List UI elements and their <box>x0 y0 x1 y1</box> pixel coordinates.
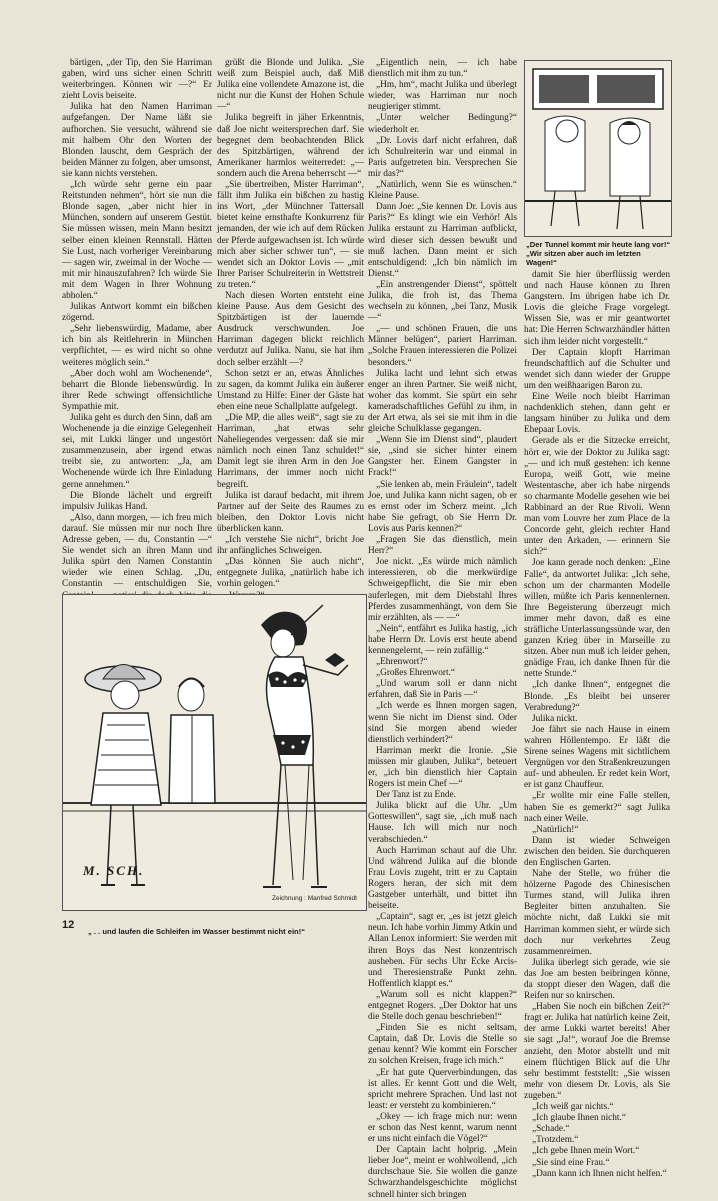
paragraph: Gerade als er die Sitzecke erreicht, hört er, wie der Doktor zu Julika sagt: „— und ich muß gestehen: ich kenne Europa, weiß Gott, wie meine Westentasche, aber ich habe nirgends so charmante Modelle gesehen wie bei Rabbinard an der Rue Rivoli. Wenn man vom Louvre her zum Place de la Concorde geht, gleich rechter Hand unter den Arkaden, — erinnern Sie sich?“ <box>524 436 670 558</box>
paragraph: „Dann kann ich Ihnen nicht helfen.“ <box>532 1168 667 1179</box>
paragraph: Julika überlegt sich gerade, wie sie das Joe am besten beibringen könne, da stoppt dieser den Wagen, daß die Reifen nur so knirschen. <box>524 957 670 1002</box>
caption-right: „Der Tunnel kommt mir heute lang vor!“ „Wir sitzen aber auch im letzten Wagen!“ <box>526 240 671 267</box>
paragraph: Julika ist darauf bedacht, mit ihrem Partner auf der Seite des Raumes zu bleiben, den Doktor Lovis nicht überblicken kann. <box>217 490 364 534</box>
paragraph: „Dr. Lovis darf nicht erfahren, daß ich Schulreiterin war und einmal in Paris aufgetreten bin. Versprechen Sie mir das?“ <box>368 135 517 179</box>
paragraph: „Die MP, die alles weiß“, sagt sie zu Harriman, „hat etwas sehr Naheliegendes vergessen: daß sie mir nämlich noch einen Tanz schuldet!“ Damit legt sie ihren Arm in den Joe Harrimans, der immer noch nicht begreift. <box>217 413 364 490</box>
paragraph: Eine Weile noch bleibt Harriman nachdenklich stehen, dann geht er langsam hinüber zu Julika und dem Ehepaar Lovis. <box>524 392 670 436</box>
paragraph: Nahe der Stelle, wo früher die hölzerne Pagode des Chinesischen Turmes stand, will Julika ihren Begleiter bitten anzuhalten. Sie möchte nicht, daß Lukki sie mit Harriman kommen sieht, er würde sich doch nur verkehrtes Zeug zusammenreimen. <box>524 869 670 957</box>
paragraph: „Ich würde sehr gerne ein paar Reitstunden nehmen“, hört sie nun die Blonde sagen, „aber nicht hier in München, sondern auf unserem Gestüt. Sie müssen wissen, mein Mann besitzt selber einen kleinen Rennstall. Hätten Sie Lust, nach vorheriger Vereinbarung — sagen wir, zweimal in der Woche — mit mir hinauszufahren? Ich würde Sie mit dem Wagen in Ihrer Wohnung abholen.“ <box>62 180 212 301</box>
paragraph: Der Tanz ist zu Ende. <box>376 790 456 801</box>
paragraph: „Ich weiß gar nichts.“ <box>532 1102 614 1113</box>
caption-left: „ . . und laufen die Schleifen im Wasser bestimmt nicht ein!“ <box>88 927 306 936</box>
paragraph: „Finden Sie es nicht seltsam, Captain, daß Dr. Lovis die Stelle so genau kennt? Wie kommt ein Forscher zu solchen Kreisen, frage ich mich.“ <box>368 1023 517 1067</box>
paragraph: „Also, dann morgen, — ich freu mich darauf. Sie müssen mir nur noch Ihre Adresse geben, — du, Constantin —“ Sie wendet sich an ihren Mann und Julika spürt den Namen Constantin wieder wie einen Schlag. „Du, Constantin — entschuldigen Sie, <box>62 512 212 590</box>
paragraph: „Ich werde es Ihnen morgen sagen, wenn Sie nicht im Dienst sind. Oder sind Sie morgen abend wieder dienstlich verhindert?“ <box>368 701 517 745</box>
paragraph: „Okey — ich frage mich nur: wenn er schon das Nest kennt, warum nennt er uns nicht einfach die Vögel?“ <box>368 1111 517 1145</box>
paragraph: Joe kann gerade noch denken: „Eine Falle“, da antwortet Julika: „Ich sehe, schon um der charmanten Modelle willen, müßte ich Paris kennenlernen. Ihre Begeisterung überzeugt mich immer mehr davon, daß es eine sträfliche Unterlassungssünde war, den ganzen Krieg über in Marseille zu sitzen. Aber nun muß ich leider gehen, gnädige Frau, ich danke Ihnen für die nette Stunde.“ <box>524 558 670 680</box>
paragraph: „Großes Ehrenwort.“ <box>376 668 455 679</box>
paragraph: Julika lacht und lehnt sich etwas enger an ihren Partner. Sie weiß nicht, woher das kommt. Sie spürt ein sehr kameradschaftliches Gefühl zu ihm, in der Art etwa, als sei sie mit ihm in die gleiche Schulklasse gegangen. <box>368 368 517 435</box>
paragraph: „Er hat gute Querverbindungen, das ist alles. Er kennt Gott und die Welt, spricht mehrere Sprachen. Und last not least: er versteht zu kombinieren.“ <box>368 1067 517 1111</box>
paragraph: „Ich glaube Ihnen nicht.“ <box>532 1113 626 1124</box>
paragraph: „Sie sind eine Frau.“ <box>532 1157 610 1168</box>
paragraph: „Wenn Sie im Dienst sind“, plaudert sie, „sind sie sicher hinter einem Gangster her. Einem Gangster in Frack!“ <box>368 435 517 479</box>
paragraph: Julikas Antwort kommt ein bißchen zögernd. <box>62 302 212 324</box>
paragraph: „Captain“, sagt er, „es ist jetzt gleich neun. Ich habe vorhin Jimmy Atkin und Allan Lenox informiert: Sie werden mit ihren Boys das Nest konzentrisch ausheben. Für sechs Uhr Ecke Arcis- und Theresienstraße Punkt zehn. Hoffentlich klappt es.“ <box>368 912 517 989</box>
paragraph: „Schade.“ <box>532 1124 570 1135</box>
artist-signature: M. SCH. <box>83 863 145 878</box>
paragraph: Joe nickt. „Es würde mich nämlich interessieren, ob die merkwürdige Schweigepflicht, die Sie mir eben auferlegen, mit dem Diebstahl Ihres Pferdes zusammenhängt, von dem Sie mir erzählten, als — —“ <box>368 557 517 623</box>
paragraph: „Er wollte mir eine Falle stellen, haben Sie es gemerkt?“ sagt Julika nach einer Weile. <box>524 791 670 824</box>
paragraph: Julika geht es durch den Sinn, daß am Wochenende ja die einzige Gelegenheit sei, mit Lukki länger und ungestört zusammenzusein, aber irgend etwas treibt sie, zu antworten: „Ja, am Wochenende würde ich Ihre Einladung gerne annehmen.“ <box>62 413 212 490</box>
paragraph: „Ich danke Ihnen“, entgegnet die Blonde. „Es bleibt bei unserer Verabredung?“ <box>524 680 670 713</box>
cartoon-illustration-swimsuit <box>62 594 367 911</box>
illustration-credit: Zeichnung : Manfred Schmidt <box>272 895 357 902</box>
paragraph: Joe fährt sie nach Hause in einem wahren Höllentempo. Er läßt die Sirene seines Wagens mit sichtlichem Vergnügen vor den Straßenkreuzungen auf- und abheulen. Er redet kein Wort, er ist ganz Chauffeur. <box>524 724 670 791</box>
paragraph: „Ehrenwort?“ <box>376 657 428 668</box>
paragraph: „Natürlich, wenn Sie es wünschen.“ Kleine Pause. <box>368 180 517 202</box>
paragraph: „Natürlich!“ <box>532 824 579 835</box>
paragraph: „— und schönen Frauen, die uns Männer belügen“, pariert Harriman. „Solche Frauen interessieren die Polizei besonders.“ <box>368 324 517 368</box>
paragraph: „Unter welcher Bedingung?“ wiederholt er. <box>368 113 517 135</box>
paragraph: „Eigentlich nein, — ich habe dienstlich mit ihm zu tun.“ <box>368 58 517 80</box>
paragraph: „Das können Sie auch nicht“, entgegnete Julika, „natürlich habe ich vorhin gelogen.“ <box>217 557 364 590</box>
paragraph: Julika nickt. <box>532 713 578 724</box>
cartoon-illustration-tunnel <box>524 60 672 237</box>
paragraph: „Sie übertreiben, Mister Harriman“, fällt ihm Julika ein bißchen zu hastig ins Wort, „der Münchner Tattersall bietet keine ernsthafte Konkurrenz für jemanden, der wie ich auf dem Rücken der Pferde aufgewachsen ist. Ich würde mich aber sicher schwer tun“, — sie wendet sich an Doktor Lovis — „mit Ihrer Pariser Schulreiterin in Wettstreit zu treten.“ <box>217 180 364 290</box>
paragraph: „Aber doch wohl am Wochenende“, beharrt die Blonde liebenswürdig. In ihrer Rede schwingt offensichtliche Sympathie mit. <box>62 368 212 412</box>
cartoon-drawing-tunnel <box>525 61 671 236</box>
paragraph: Julika begreift in jäher Erkenntnis, daß Joe nicht weitersprechen darf. Sie begegnet dem beobachtenden Blick des Spitzbärtigen, während der Amerikaner harmlos weiterredet: „— sondern auch die Arena beherrscht —“ <box>217 113 364 179</box>
paragraph: „Hm, hm“, macht Julika und überlegt wieder, was Harriman nur noch neugieriger stimmt. <box>368 80 517 113</box>
text-column-4 <box>524 270 670 1179</box>
paragraph: „Haben Sie noch ein bißchen Zeit?“ fragt er. Julika hat natürlich keine Zeit, der arme Lukki wartet bereits! Aber sie sagt „Ja!“, worauf Joe die Bremse anzieht, den Motor abstellt und mit einem flüchtigen Blick auf die Uhr sehr bestimmt feststellt: „Sie wissen mehr von diesem Dr. Lovis, als Sie zugeben.“ <box>524 1002 670 1101</box>
paragraph: Der Captain lacht holprig. „Mein lieber Joe“, meint er wohlwollend, „ich durchschaue Sie. Sie wollen die ganze Schwarzhandelsgeschichte möglichst schnell hinter sich bringen <box>368 1145 517 1200</box>
paragraph: „Trotzdem.“ <box>532 1135 579 1146</box>
paragraph: „Ich gebe Ihnen mein Wort.“ <box>532 1146 640 1157</box>
paragraph: Der Captain klopft Harriman freundschaftlich auf die Schulter und wendet sich dann wieder der Gruppe um den weißhaarigen Baron zu. <box>524 347 670 391</box>
paragraph: Julika blickt auf die Uhr. „Um Gotteswillen“, sagt sie, „ich muß nach Hause. Ich will mich nur noch verabschieden.“ <box>368 801 517 845</box>
paragraph: bärtigen, „der Tip, den Sie Harriman gaben, wird uns sicher einen Schritt weiterbringen. Können wir —?“ Er zieht Lovis beiseite. <box>62 58 212 102</box>
paragraph: Schon setzt er an, etwas Ähnliches zu sagen, da kommt Julika ein äußerer Umstand zu Hilfe: Einer der Gäste hat eben eine neue Schallplatte aufgelegt. <box>217 368 364 412</box>
paragraph: Auch Harriman schaut auf die Uhr. Und während Julika auf die blonde Frau Lovis zugeht, tritt er zu Captain Rogers heran, der sich mit dem Gastgeber unterhält, und bittet ihn beiseite. <box>368 845 517 912</box>
text-column-3 <box>368 58 517 1200</box>
paragraph: „Und warum soll er dann nicht erfahren, daß Sie in Paris —“ <box>368 679 517 701</box>
paragraph: „Ein anstrengender Dienst“, spöttelt Julika, die froh ist, das Thema wechseln zu können, „bei Tanz, Musik —“ <box>368 279 517 324</box>
paragraph: Die Blonde lächelt und ergreift impulsiv Julikas Hand. <box>62 490 212 512</box>
paragraph: „Sehr liebenswürdig, Madame, aber ich bin als Reitlehrerin in München verpflichtet, — es wird nicht so ohne weiteres möglich sein.“ <box>62 324 212 368</box>
paragraph: „Ich verstehe Sie nicht“, bricht Joe ihr anfängliches Schweigen. <box>217 535 364 557</box>
paragraph: „Warum soll es nicht klappen?“ entgegnet Rogers. „Der Doktor hat uns die Stelle doch genau beschrieben!“ <box>368 989 517 1023</box>
paragraph: Dann Joe: „Sie kennen Dr. Lovis aus Paris?“ Es klingt wie ein Verhör! Als Julika erstaunt zu Harriman aufblickt, wird dieser sich dessen bewußt und muß lachen. Dann meint er sich entschuldigend: „Ich bin nämlich im Dienst.“ <box>368 202 517 279</box>
paragraph: „Fragen Sie das dienstlich, mein Herr?“ <box>368 535 517 557</box>
paragraph: damit Sie hier überflüssig werden und nach Hause können zu Ihren Gangstern. Im übrigen habe ich Dr. Lovis die gleiche Frage vorgelegt. Wissen Sie, was er mir geantwortet hat: Die Herren Schwarzhändler hätten sich ihm leider nicht vorgestellt.“ <box>524 270 670 347</box>
text-column-2 <box>217 58 364 588</box>
paragraph: Julika hat den Namen Harriman aufgefangen. Der Name läßt sie aufhorchen. Sie versucht, während sie mit halbem Ohr den Worten der Blonden lauscht, dem Gespräch der beiden Männer zu folgen, aber umsonst, sie kann nichts verstehen. <box>62 102 212 179</box>
text-column-1 <box>62 58 212 588</box>
paragraph: grüßt die Blonde und Julika. „Sie weiß zum Beispiel auch, daß Miß Julika eine vollendete Amazone ist, die nicht nur die Kunst der Hohen Schule —“ <box>217 58 364 113</box>
paragraph: Nach diesen Worten entsteht eine kleine Pause. Aus dem Gesicht des Spitzbärtigen ist der lauernde Ausdruck verschwunden. Joe Harriman dagegen blickt reichlich verdutzt auf Julika. Nanu, sie hat ihm doch selber erzählt —? <box>217 290 364 368</box>
paragraph: „Nein“, entfährt es Julika hastig, „ich habe Herrn Dr. Lovis erst heute abend kennengelernt, — rein zufällig.“ <box>368 623 517 656</box>
paragraph: „Sie lenken ab, mein Fräulein“, tadelt Joe, und Julika kann nicht sagen, ob er es ernst oder im Scherz meint. „Ich habe Sie gefragt, ob Sie Herrn Dr. Lovis aus Paris kennen?“ <box>368 479 517 534</box>
paragraph: Dann ist wieder Schweigen zwischen den beiden. Sie durchqueren den Englischen Garten. <box>524 835 670 868</box>
paragraph: Harriman merkt die Ironie. „Sie müssen mir glauben, Julika“, beteuert er, „ich bin dienstlich hier Captain Rogers ist mein Chef —“ <box>368 745 517 790</box>
page-number: 12 <box>62 919 75 931</box>
